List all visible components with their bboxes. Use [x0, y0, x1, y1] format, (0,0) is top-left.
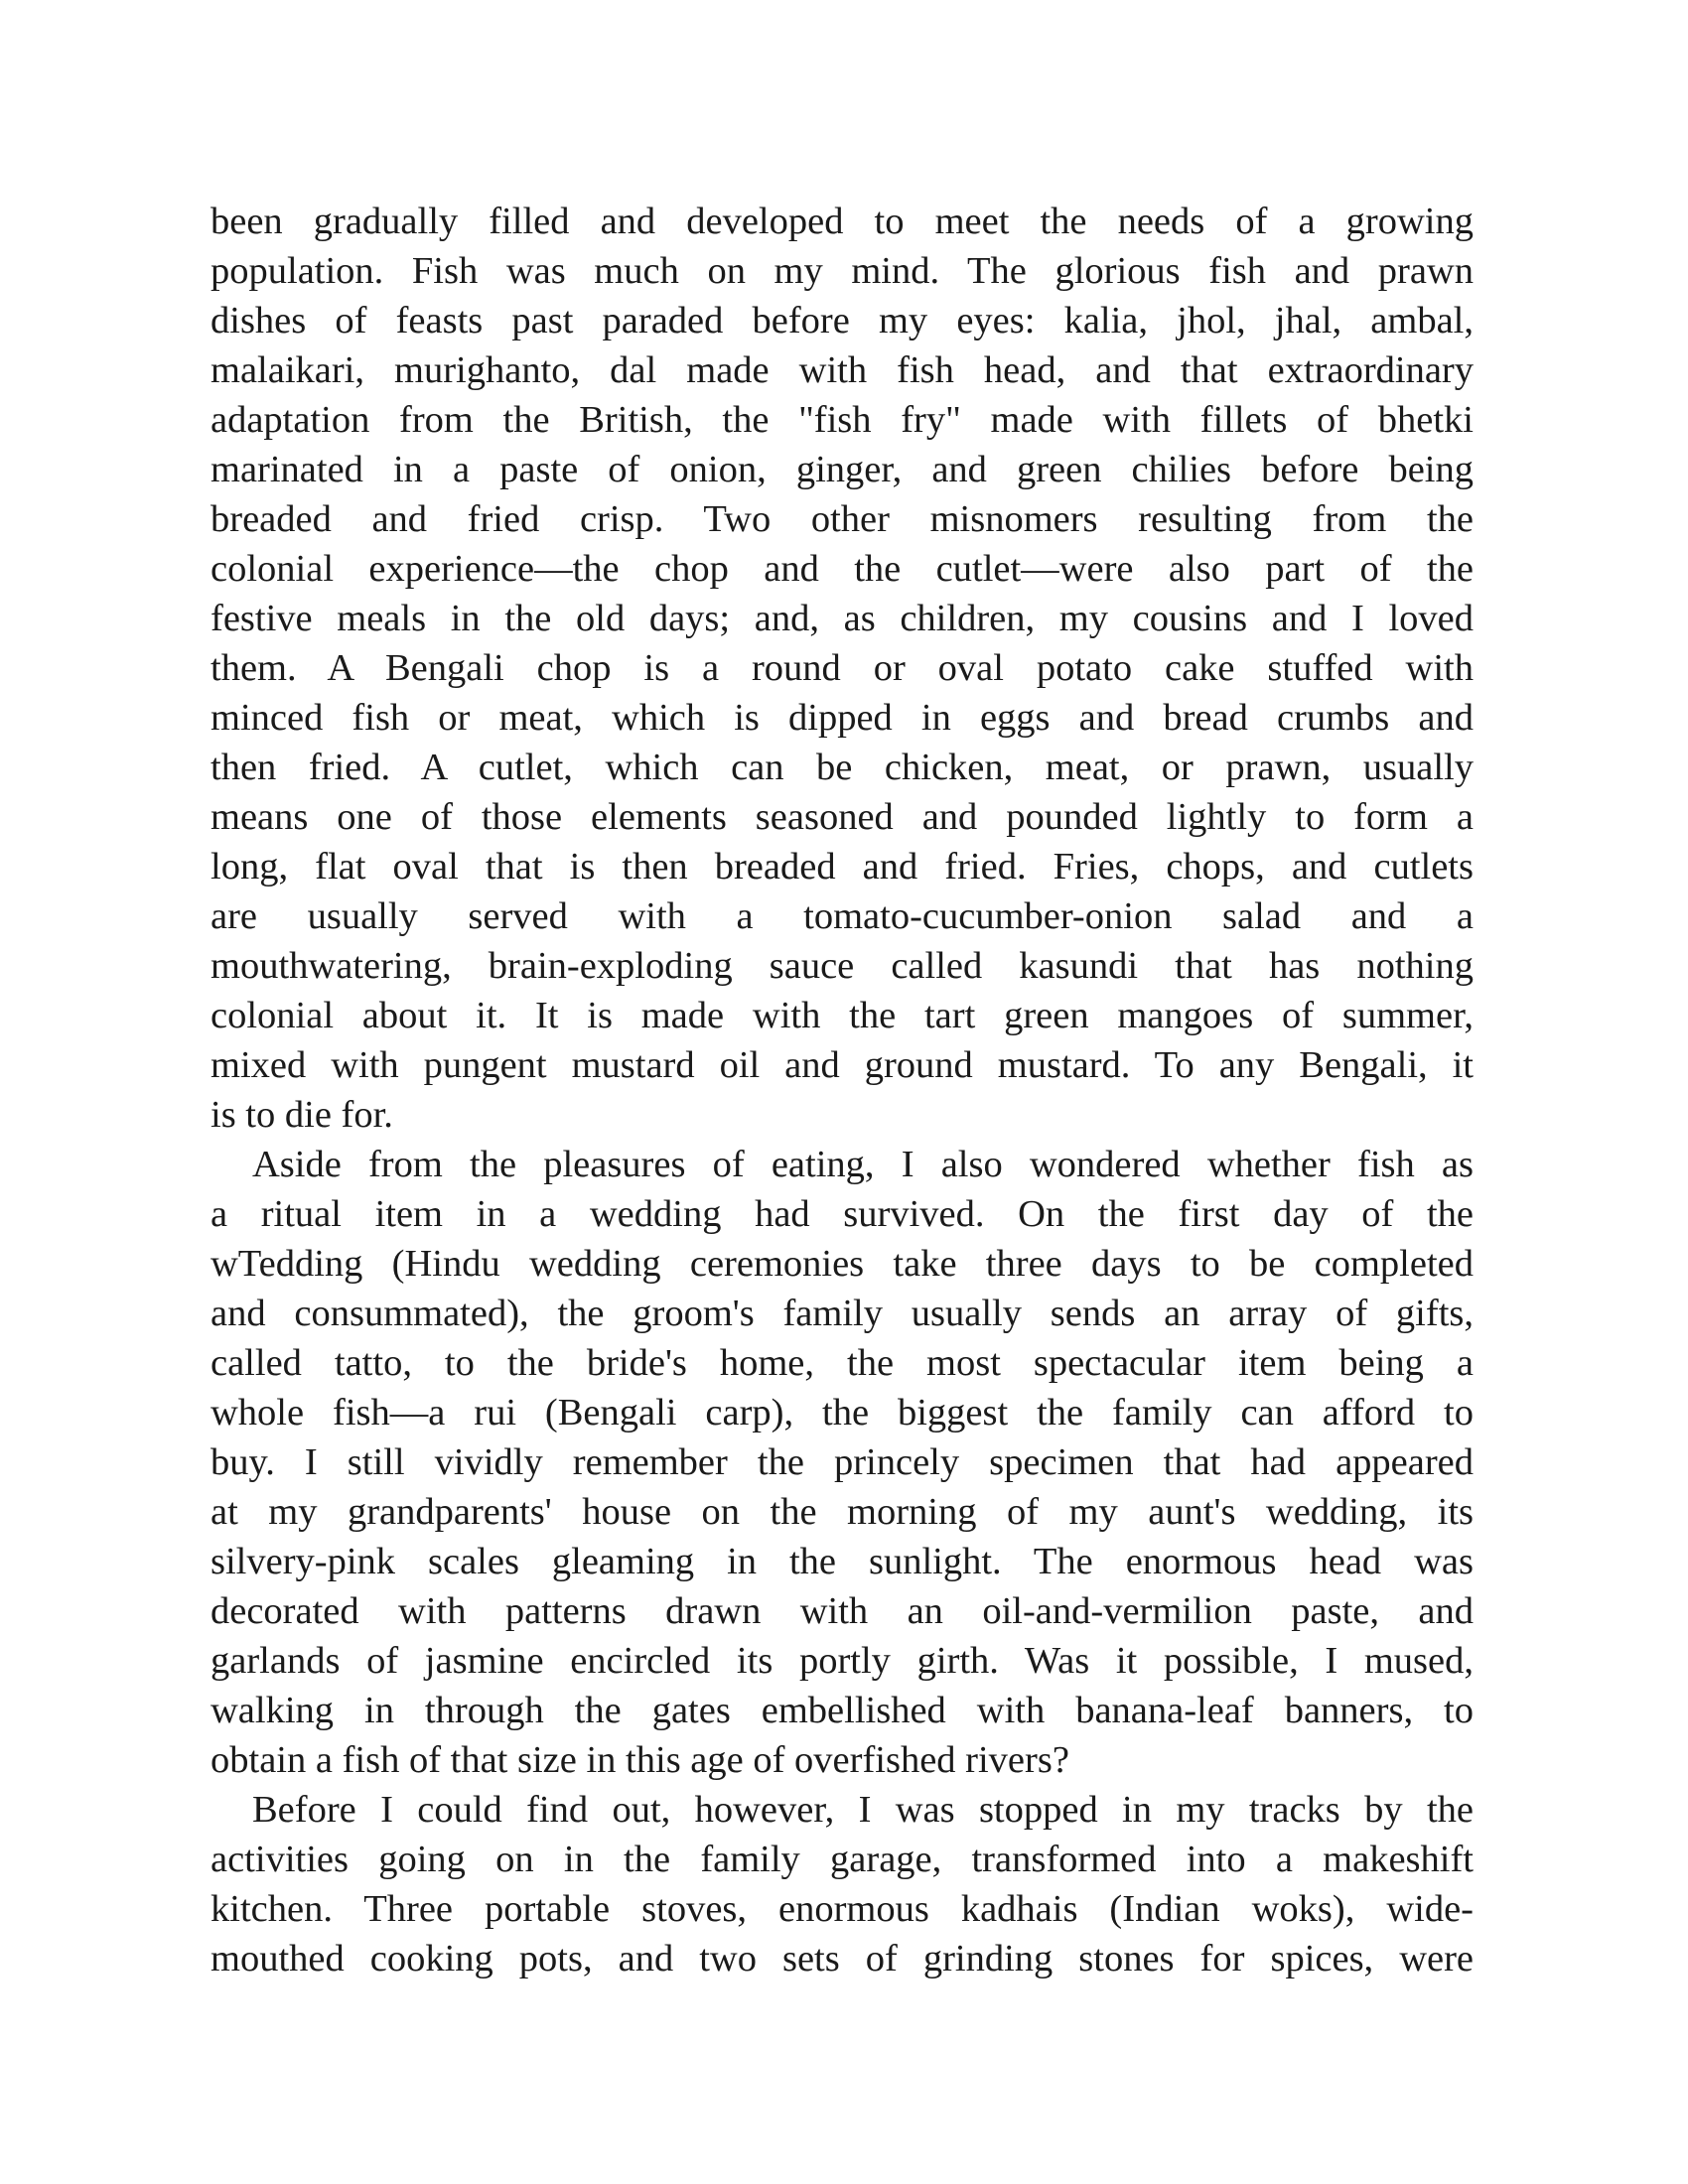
- text-line: breaded and fried crisp. Two other misnomers resulting from the: [211, 498, 1474, 540]
- text-line: wTedding (Hindu wedding ceremonies take three days to be completed: [211, 1243, 1474, 1285]
- text-line: and consummated), the groom's family usually sends an array of gifts,: [211, 1293, 1474, 1334]
- paragraph: [211, 197, 1474, 1140]
- text-line: Aside from the pleasures of eating, I also wondered whether fish as: [252, 1144, 1474, 1185]
- text-line: festive meals in the old days; and, as children, my cousins and I loved: [211, 598, 1474, 639]
- text-line: silvery-pink scales gleaming in the sunlight. The enormous head was: [211, 1541, 1474, 1582]
- text-line: minced fish or meat, which is dipped in eggs and bread crumbs and: [211, 697, 1474, 739]
- text-line: activities going on in the family garage, transformed into a makeshift: [211, 1839, 1474, 1880]
- text-line: Before I could find out, however, I was stopped in my tracks by the: [252, 1789, 1474, 1831]
- text-line: adaptation from the British, the "fish fry" made with fillets of bhetki: [211, 399, 1474, 441]
- text-line: marinated in a paste of onion, ginger, and green chilies before being: [211, 449, 1474, 490]
- text-line: population. Fish was much on my mind. The glorious fish and prawn: [211, 250, 1474, 292]
- text-line: decorated with patterns drawn with an oil-and-vermilion paste, and: [211, 1590, 1474, 1632]
- text-line: kitchen. Three portable stoves, enormous kadhais (Indian woks), wide-: [211, 1888, 1474, 1930]
- text-line: colonial about it. It is made with the tart green mangoes of summer,: [211, 995, 1474, 1036]
- text-line: mouthed cooking pots, and two sets of grinding stones for spices, were: [211, 1938, 1474, 1979]
- text-line: at my grandparents' house on the morning of my aunt's wedding, its: [211, 1491, 1474, 1533]
- page-body-text: [211, 197, 1474, 1983]
- text-line: walking in through the gates embellished with banana-leaf banners, to: [211, 1690, 1474, 1731]
- text-line: a ritual item in a wedding had survived. On the first day of the: [211, 1193, 1474, 1235]
- book-page: [211, 197, 1474, 1983]
- text-line: means one of those elements seasoned and pounded lightly to form a: [211, 796, 1474, 838]
- paragraph: [211, 1785, 1474, 1983]
- text-line: malaikari, murighanto, dal made with fish head, and that extraordinary: [211, 349, 1474, 391]
- paragraph: [211, 1140, 1474, 1785]
- text-line: is to die for.: [211, 1094, 393, 1136]
- text-line: mouthwatering, brain-exploding sauce called kasundi that has nothing: [211, 945, 1474, 987]
- text-line: colonial experience—the chop and the cutlet—were also part of the: [211, 548, 1474, 590]
- text-line: whole fish—a rui (Bengali carp), the biggest the family can afford to: [211, 1392, 1474, 1433]
- text-line: called tatto, to the bride's home, the most spectacular item being a: [211, 1342, 1474, 1384]
- text-line: then fried. A cutlet, which can be chicken, meat, or prawn, usually: [211, 747, 1474, 788]
- text-line: obtain a fish of that size in this age of overfished rivers?: [211, 1739, 1069, 1781]
- text-line: mixed with pungent mustard oil and ground mustard. To any Bengali, it: [211, 1044, 1474, 1086]
- text-line: buy. I still vividly remember the princely specimen that had appeared: [211, 1441, 1474, 1483]
- text-line: been gradually filled and developed to meet the needs of a growing: [211, 201, 1474, 242]
- text-line: are usually served with a tomato-cucumber-onion salad and a: [211, 895, 1474, 937]
- text-line: them. A Bengali chop is a round or oval potato cake stuffed with: [211, 647, 1474, 689]
- text-line: dishes of feasts past paraded before my eyes: kalia, jhol, jhal, ambal,: [211, 300, 1474, 341]
- text-line: garlands of jasmine encircled its portly girth. Was it possible, I mused,: [211, 1640, 1474, 1682]
- text-line: long, flat oval that is then breaded and fried. Fries, chops, and cutlets: [211, 846, 1474, 887]
